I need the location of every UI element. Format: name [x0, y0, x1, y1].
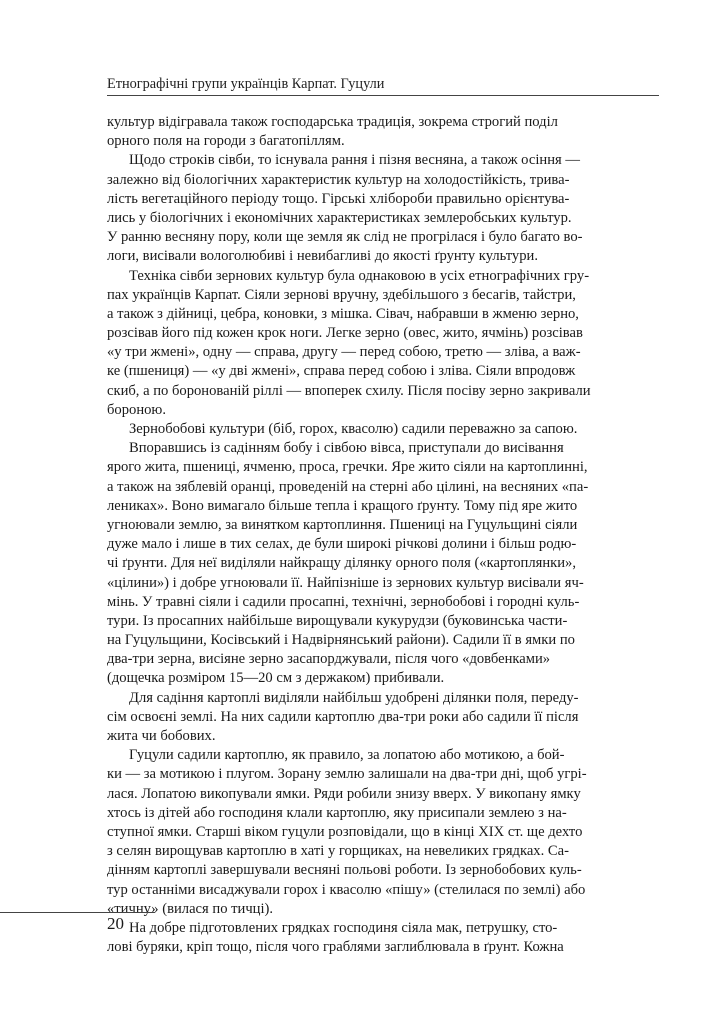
text-line: «у три жмені», одну — справа, другу — перед собою, третю — зліва, а важ- — [107, 344, 581, 361]
text-line: тур останніми висаджували горох і квасолю «пішу» (стелилася по землі) або — [107, 881, 586, 898]
text-line: угноювали землю, за винятком картоплиння. Пшениці на Гуцульщині сіяли — [107, 516, 578, 533]
text-line: лість вегетаційного періоду тощо. Гірські хлібороби правильно орієнтува- — [107, 190, 570, 207]
text-line: Щодо строків сівби, то існувала рання і пізня весняна, а також осіння — — [129, 152, 580, 169]
text-line: хтось із дітей або господиня клали картоплю, яку присипали землею з на- — [107, 804, 567, 821]
running-header: Етнографічні групи українців Карпат. Гуцули — [107, 76, 385, 92]
text-line: лася. Лопатою викопували ямки. Ряди робили знизу вверх. У викопану ямку — [107, 785, 581, 802]
text-line: логи, висівали вологолюбиві і невибагливі до якості ґрунту культури. — [107, 248, 538, 265]
text-line: скиб, а по боронованій ріллі — впоперек схилу. Після посіву зерно закривали — [107, 382, 591, 399]
text-line: з селян вирощував картоплю в хаті у горщиках, на невеликих грядках. Са- — [107, 843, 569, 860]
text-line: Зернобобові культури (біб, горох, квасолю) садили переважно за сапою. — [129, 421, 578, 437]
text-line: пах українців Карпат. Сіяли зернові вручну, здебільшого з бесагів, тайстри, — [107, 286, 576, 303]
text-line: бороною. — [107, 401, 166, 418]
text-line: Техніка сівби зернових культур була однаковою в усіх етнографічних гру- — [129, 267, 590, 284]
text-line: а також на зяблевій оранці, проведеній на стерні або цілині, на весняних «па- — [107, 478, 589, 495]
text-line: лові буряки, кріп тощо, після чого граблями заглиблювала в ґрунт. Кожна — [107, 939, 564, 956]
text-line: У ранню весняну пору, коли ще земля як слід не прогрілася і було багато во- — [107, 229, 583, 246]
text-line: орного поля на городи з багатопіллям. — [107, 133, 345, 150]
footer-rule — [0, 912, 155, 913]
text-line: культур відігравала також господарська традиція, зокрема строгий поділ — [107, 114, 558, 130]
page-number: 20 — [107, 914, 124, 933]
text-line: два-три зерна, висіяне зерно засапорджували, після чого «довбенками» — [107, 651, 551, 668]
text-line: дінням картоплі завершували весняні польові роботи. Із зернобобових куль- — [107, 862, 582, 879]
body-text — [107, 113, 659, 957]
text-line: лись у біологічних і економічних характеристиках землеробських культур. — [107, 209, 572, 226]
text-line: Гуцули садили картоплю, як правило, за лопатою або мотикою, а бой- — [129, 747, 565, 764]
text-line: ки — за мотикою і плугом. Зорану землю залишали на два-три дні, щоб угрі- — [107, 766, 587, 783]
text-line: розсівав його під кожен крок ноги. Легке зерно (овес, жито, ячмінь) розсівав — [107, 325, 583, 342]
text-line: а також з дійниці, цебра, коновки, з мішка. Сівач, набравши в жменю зерно, — [107, 305, 579, 322]
text-line: лениках». Воно вимагало більше тепла і кращого ґрунту. Тому під яре жито — [107, 497, 578, 514]
text-line: чі ґрунти. Для неї виділяли найкращу ділянку орного поля («картоплянки», — [107, 555, 577, 572]
text-line: сім освоєні землі. На них садили картоплю два-три роки або садили її після — [107, 708, 579, 725]
text-line: на Гуцульщини, Косівський і Надвірнянський райони). Садили її в ямки по — [107, 632, 575, 649]
header-rule — [107, 95, 659, 96]
text-line: ярого жита, пшениці, ячменю, проса, гречки. Яре жито сіяли на картоплинні, — [107, 459, 588, 476]
text-line: дуже мало і лише в тих селах, де були широкі річкові долини і більш родю- — [107, 536, 577, 553]
text-line: Впоравшись із садінням бобу і сівбою вівса, приступали до висівання — [129, 440, 564, 457]
text-line: (дощечка розміром 15—20 см з держаком) прибивали. — [107, 670, 445, 687]
text-line: «тичну» (вилася по тичці). — [107, 900, 274, 917]
text-line: мінь. У травні сіяли і садили просапні, технічні, зернобобові і городні куль- — [107, 593, 580, 610]
text-line: На добре підготовлених грядках господиня сіяла мак, петрушку, сто- — [129, 919, 558, 936]
text-line: тури. Із просапних найбільше вирощували кукурудзи (буковинська части- — [107, 612, 568, 629]
text-line: Для садіння картоплі виділяли найбільш удобрені ділянки поля, переду- — [129, 689, 579, 706]
text-line: «цілини») і добре угноювали її. Найпізніше із зернових культур висівали яч- — [107, 574, 584, 591]
text-line: залежно від біологічних характеристик культур на холодостійкість, трива- — [107, 171, 570, 188]
text-line: ке (пшениця) — «у дві жмені», справа перед собою і зліва. Сіяли впродовж — [107, 363, 576, 380]
text-line: ступної ямки. Старші віком гуцули розповідали, що в кінці XIX ст. ще дехто — [107, 823, 583, 840]
text-line: жита чи бобових. — [107, 728, 216, 744]
